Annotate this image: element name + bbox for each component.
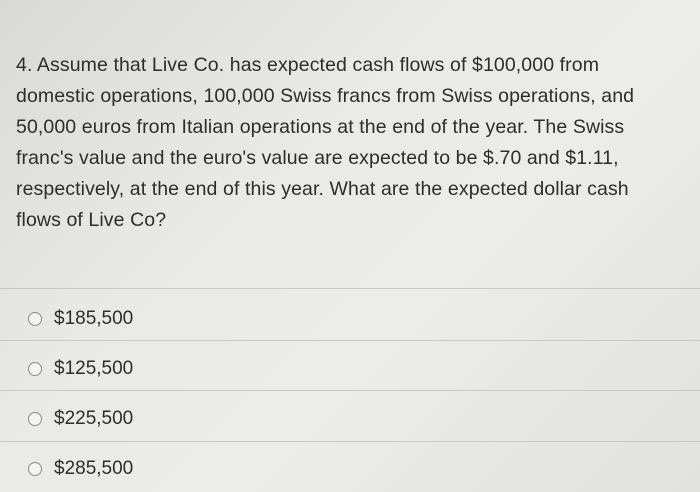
answer-option-label: $185,500 [54, 308, 134, 329]
answer-option-3[interactable] [28, 405, 133, 433]
radio-icon[interactable] [28, 312, 42, 326]
question-text [16, 50, 684, 236]
question-line: 50,000 euros from Italian operations at the end of the year. The Swiss [16, 116, 625, 138]
radio-icon[interactable] [28, 462, 42, 476]
answer-option-label: $225,500 [54, 408, 134, 429]
radio-icon[interactable] [28, 412, 42, 426]
question-line: 4. Assume that Live Co. has expected cash flows of $100,000 from [16, 54, 600, 76]
divider [0, 441, 700, 442]
answer-option-label: $285,500 [54, 458, 134, 479]
answer-option-4[interactable] [28, 455, 133, 483]
divider [0, 288, 700, 289]
question-line: flows of Live Co? [16, 209, 167, 231]
answer-option-1[interactable] [28, 305, 133, 333]
divider [0, 340, 700, 341]
question-line: respectively, at the end of this year. What are the expected dollar cash [16, 178, 629, 200]
answer-option-label: $125,500 [54, 358, 134, 379]
question-line: domestic operations, 100,000 Swiss francs from Swiss operations, and [16, 85, 635, 107]
divider [0, 390, 700, 391]
question-line: franc's value and the euro's value are expected to be $.70 and $1.11, [16, 147, 619, 169]
answer-option-2[interactable] [28, 355, 133, 383]
radio-icon[interactable] [28, 362, 42, 376]
